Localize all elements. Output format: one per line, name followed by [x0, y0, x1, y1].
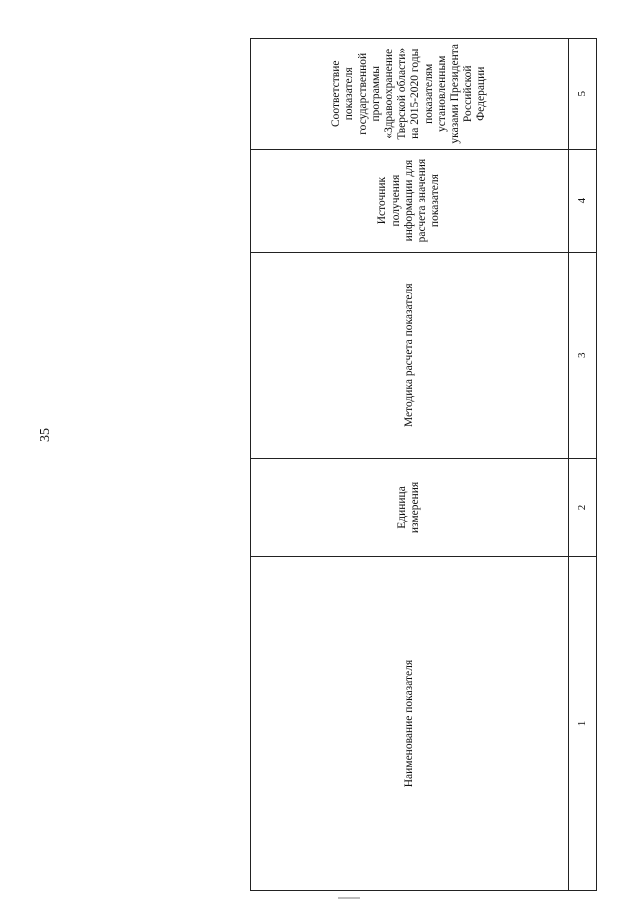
column-number: 3	[568, 252, 596, 458]
header-correspondence: Соответствие показателя государственной программы «Здравоохранение Тверской области» на 2015-2020 годы показателям установленным указами Президента Российской Федерации	[251, 39, 569, 150]
column-number: 4	[568, 149, 596, 252]
header-unit: Единица измерения	[251, 458, 569, 556]
column-number: 1	[568, 557, 596, 891]
header-row	[251, 39, 569, 891]
indicator-table	[250, 38, 597, 891]
column-number-row	[568, 39, 596, 891]
indicator-table-rotated	[250, 38, 597, 891]
page-number: 35	[38, 428, 53, 442]
header-source: Источник получения информации для расчета значения показателя	[251, 149, 569, 252]
header-name: Наименование показателя	[251, 557, 569, 891]
column-number: 2	[568, 458, 596, 556]
column-number: 5	[568, 39, 596, 150]
header-method: Методика расчета показателя	[251, 252, 569, 458]
scan-mark	[338, 897, 360, 899]
